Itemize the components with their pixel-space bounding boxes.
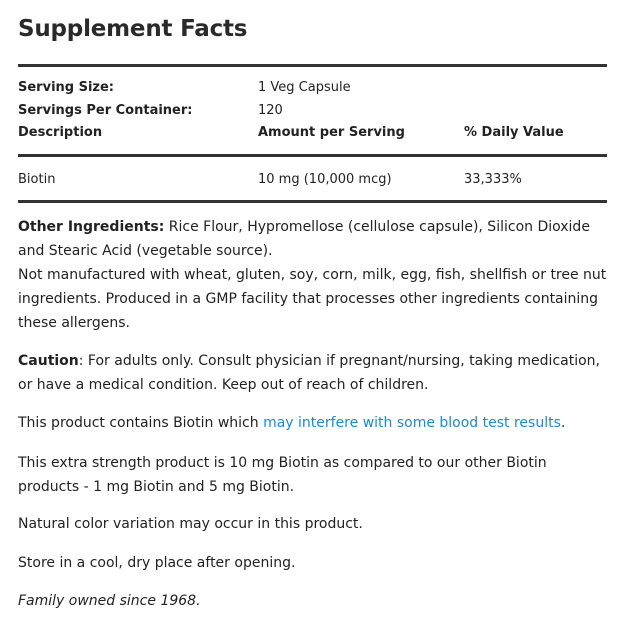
family-note: Family owned since 1968. (18, 593, 201, 609)
table-bottom-divider (18, 200, 607, 203)
other-ingredients-text: Rice Flour, Hypromellose (cellulose capsule), Silicon Dioxide and Stearic Acid (vegetable source). (18, 219, 590, 259)
header-amount: Amount per Serving (258, 125, 405, 140)
servings-per-container-label: Servings Per Container: (18, 103, 193, 118)
color-note: Natural color variation may occur in this product. (18, 516, 363, 532)
header-description: Description (18, 125, 103, 140)
row-amount: 10 mg (10,000 mcg) (258, 172, 392, 187)
biotin-note-suffix: . (560, 415, 566, 431)
serving-size-label: Serving Size: (18, 80, 115, 95)
serving-size-value: 1 Veg Capsule (258, 80, 351, 95)
other-ingredients-block (18, 215, 610, 335)
caution-text: : For adults only. Consult physician if pregnant/nursing, taking medication, or have a medical condition. Keep out of reach of children. (18, 353, 600, 393)
top-divider (18, 64, 607, 67)
other-ingredients-label: Other Ingredients: (18, 219, 165, 235)
row-daily-value: 33,333% (464, 172, 522, 187)
biotin-note-prefix: This product contains Biotin which (18, 415, 264, 431)
blood-test-link[interactable]: may interfere with some blood test results (263, 415, 561, 431)
caution-block (18, 349, 610, 397)
servings-per-container-value: 120 (258, 103, 283, 118)
header-divider (18, 154, 607, 157)
row-description: Biotin (18, 172, 56, 187)
allergen-note: Not manufactured with wheat, gluten, soy, corn, milk, egg, fish, shellfish or tree nut ingredients. Produced in a GMP facility that processes other ingredients containing these allergens. (18, 267, 607, 331)
biotin-note (18, 411, 610, 435)
caution-label: Caution (18, 353, 79, 369)
strength-note: This extra strength product is 10 mg Biotin as compared to our other Biotin products - 1 mg Biotin and 5 mg Biotin. (18, 455, 547, 495)
storage-note: Store in a cool, dry place after opening. (18, 555, 296, 571)
page-title: Supplement Facts (18, 16, 248, 42)
header-daily-value: % Daily Value (464, 125, 564, 140)
